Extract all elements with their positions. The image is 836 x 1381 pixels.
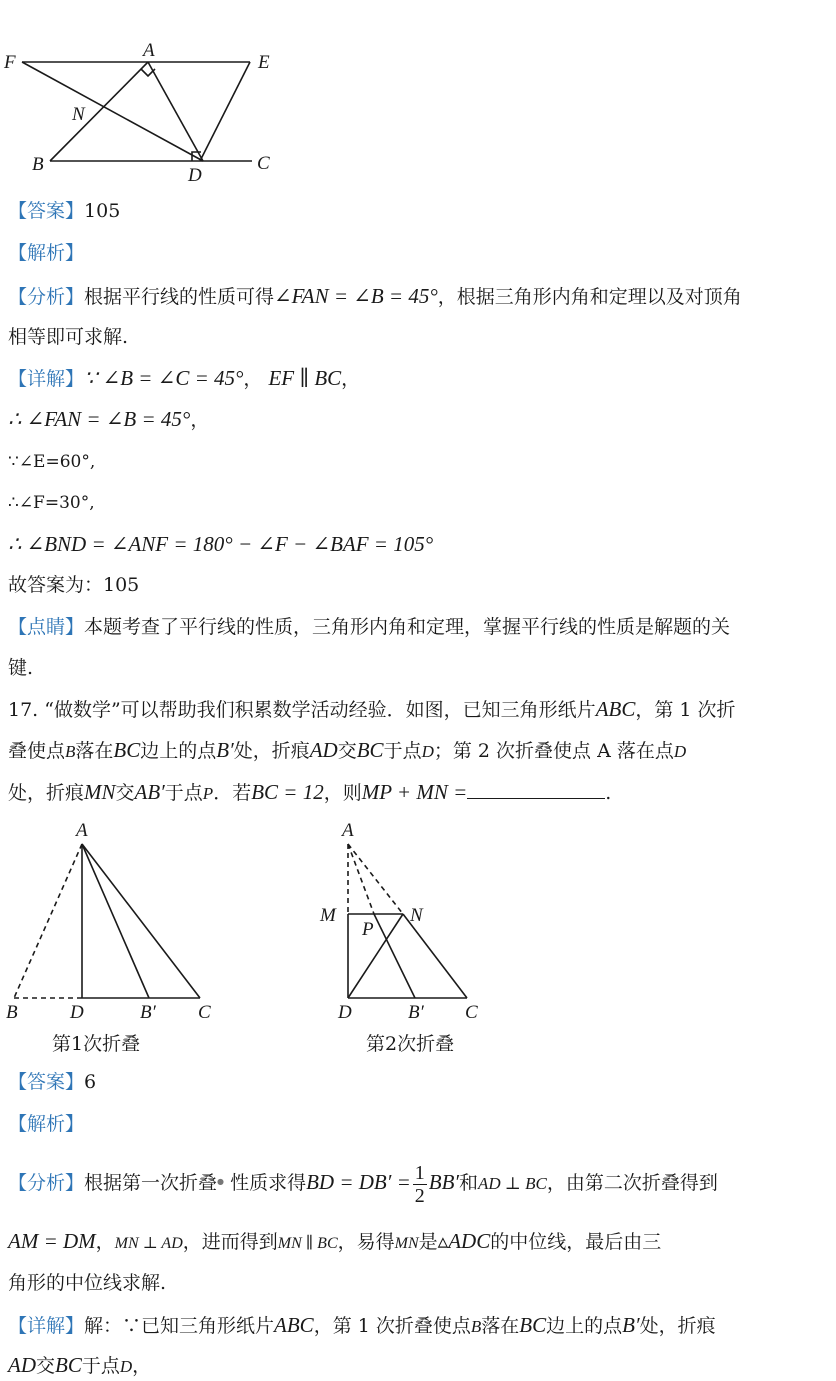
figure-second-fold: [310, 818, 510, 1028]
fraction-one-half: $\frac{1}{2}$: [414, 1161, 425, 1207]
sol-answer: 【答案】6: [8, 1071, 97, 1093]
line-AB: [50, 62, 148, 161]
label-B-prime: B′: [408, 1002, 424, 1023]
label-D: D: [338, 1002, 352, 1023]
label-C: C: [257, 153, 270, 174]
label-M: M: [320, 905, 336, 926]
figure-first-fold: [0, 818, 230, 1028]
figure-parallel-lines: [0, 36, 290, 186]
sol-xiangjie-2: AD交BC于点D，: [8, 1353, 152, 1377]
label-D: D: [70, 1002, 84, 1023]
label-E: E: [258, 52, 270, 73]
line-AC: [82, 844, 200, 998]
label-A: A: [143, 40, 155, 61]
prev-answer: 【答案】105: [8, 200, 121, 222]
sol-fenxi-line3: 角形的中位线求解.: [8, 1272, 167, 1294]
label-D: D: [188, 165, 202, 186]
caption-second-fold: 第2次折叠: [366, 1033, 455, 1055]
label-B: B: [6, 1002, 18, 1023]
prev-dianjing-1: 【点睛】本题考查了平行线的性质，三角形内角和定理，掌握平行线的性质是解题的关: [8, 616, 731, 638]
q17-line3: 处，折痕MN交AB′于点P．若BC = 12，则MP + MN = .: [8, 780, 612, 804]
prev-xiangjie-3: ∵∠E=60°,: [8, 452, 96, 472]
prev-fenxi-line2: 相等即可求解.: [8, 326, 129, 348]
prev-analysis-tag: 【解析】: [8, 242, 85, 264]
label-P: P: [362, 919, 374, 940]
line-AB2: [82, 844, 149, 998]
dashed-AP: [348, 844, 374, 914]
caption-first-fold: 第1次折叠: [52, 1033, 141, 1055]
label-B: B: [32, 154, 44, 175]
label-N: N: [410, 905, 423, 926]
label-F: F: [4, 52, 16, 73]
q17-line1: 17. “做数学”可以帮助我们积累数学活动经验．如图，已知三角形纸片ABC，第 1 次折: [8, 697, 736, 721]
prev-xiangjie-4: ∴∠F=30°,: [8, 493, 95, 513]
sol-fenxi-line2: AM = DM，MN ⊥ AD，进而得到MN ∥ BC，易得MN是▵ADC的中位线，最后由三: [8, 1229, 662, 1253]
label-A: A: [76, 820, 88, 841]
label-A: A: [342, 820, 354, 841]
prev-fenxi-line1: 【分析】根据平行线的性质可得∠FAN = ∠B = 45°，根据三角形内角和定理以及对顶角: [8, 284, 742, 308]
label-N: N: [72, 104, 85, 125]
prev-xiangjie-1: 【详解】∵ ∠B = ∠C = 45°， EF ∥ BC，: [8, 366, 361, 390]
prev-xiangjie-6: 故答案为：105: [8, 574, 140, 596]
sol-analysis-tag: 【解析】: [8, 1113, 85, 1135]
label-B-prime: B′: [140, 1002, 156, 1023]
label-C: C: [465, 1002, 478, 1023]
label-C: C: [198, 1002, 211, 1023]
sol-xiangjie-1: 【详解】解：∵已知三角形纸片ABC，第 1 次折叠使点B落在BC边上的点B′处，折痕: [8, 1313, 716, 1337]
dashed-AB: [14, 844, 82, 998]
line-NC: [403, 914, 467, 998]
prev-xiangjie-2: ∴ ∠FAN = ∠B = 45°，: [8, 407, 210, 431]
answer-blank[interactable]: [467, 780, 605, 799]
q17-line2: 叠使点B落在BC边上的点B′处，折痕AD交BC于点D；第 2 次折叠使点 A 落在点D: [8, 738, 687, 762]
right-angle-mark-A: [141, 69, 155, 76]
line-EC: [200, 62, 250, 161]
dashed-AN: [348, 844, 403, 914]
prev-xiangjie-5: ∴ ∠BND = ∠ANF = 180° − ∠F − ∠BAF = 105°: [8, 532, 434, 556]
sol-fenxi-line1: 【分析】根据第一次折叠● 性质求得BD = DB′ = $\frac{1}{2}$ BB′和AD ⊥ BC，由第二次折叠得到: [8, 1161, 718, 1207]
prev-dianjing-2: 键.: [8, 657, 34, 679]
